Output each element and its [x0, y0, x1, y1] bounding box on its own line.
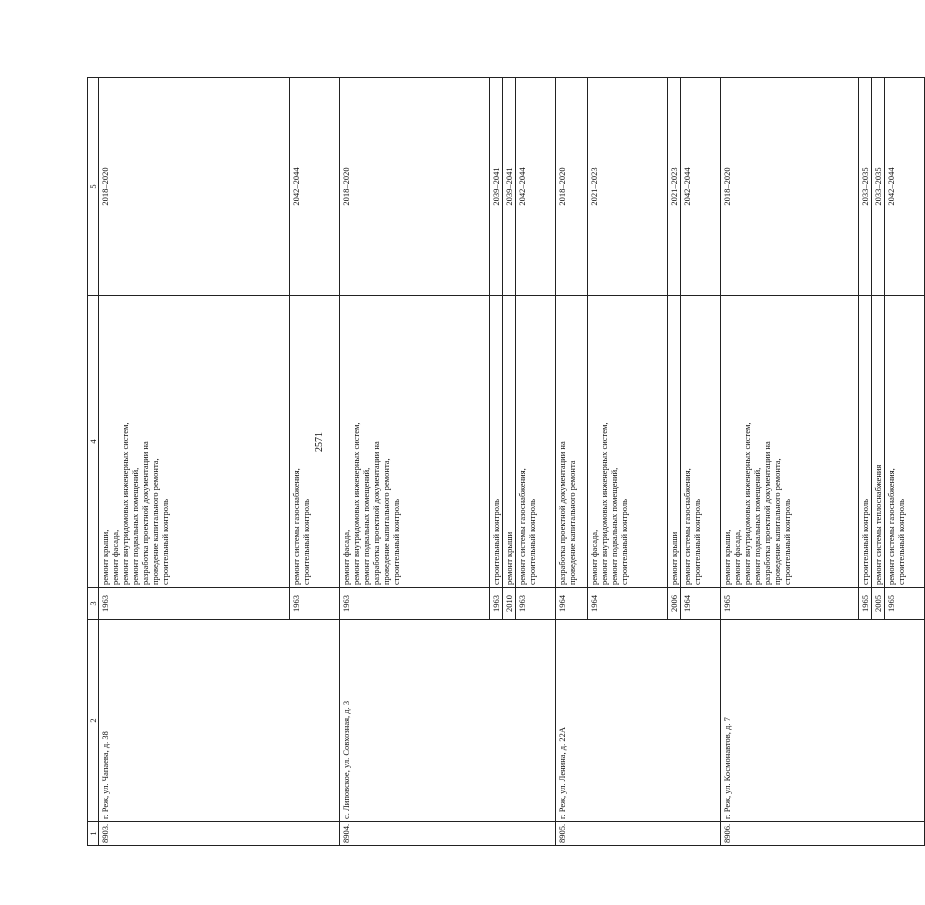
repair-period: 2018–2020	[99, 78, 290, 296]
repair-work-line: ремонт фасада,	[341, 529, 351, 585]
repair-works	[859, 296, 872, 588]
commission-year: 1964	[556, 588, 588, 620]
commission-year: 1965	[859, 588, 872, 620]
repair-work-line: ремонт подвальных помещений,	[609, 467, 619, 585]
header-row	[88, 78, 99, 846]
repair-work-line: ремонт системы газоснабжения,	[682, 468, 692, 585]
rotated-table-wrapper	[87, 78, 906, 846]
record-number: 8906.	[721, 822, 925, 846]
repair-works	[556, 296, 588, 588]
commission-year: 1963	[290, 588, 340, 620]
repair-work-line: ремонт крыши,	[100, 529, 110, 585]
repair-work-line: ремонт внутридомовых инженерных систем,	[351, 422, 361, 585]
repair-work-line: ремонт подвальных помещений,	[361, 467, 371, 585]
repair-work-line: ремонт системы газоснабжения,	[291, 468, 301, 585]
commission-year: 2010	[503, 588, 516, 620]
repair-work-line: ремонт системы теплоснабжения	[873, 464, 883, 585]
repair-works	[885, 296, 925, 588]
repair-work-line: разработка проектной документации на	[140, 441, 150, 585]
repair-works	[588, 296, 668, 588]
repair-work-line: строительный контроль	[860, 498, 870, 585]
repair-period: 2033–2035	[859, 78, 872, 296]
page-number: 2571	[314, 432, 325, 452]
repair-period: 2042–2044	[290, 78, 340, 296]
repair-works	[681, 296, 721, 588]
commission-year: 1964	[588, 588, 668, 620]
repair-work-line: ремонт внутридомовых инженерных систем,	[742, 422, 752, 585]
repair-works	[340, 296, 490, 588]
repair-work-line: ремонт системы газоснабжения,	[886, 468, 896, 585]
table-row	[556, 78, 588, 846]
table-row	[99, 78, 290, 846]
commission-year: 1965	[885, 588, 925, 620]
repair-work-line: строительный контроль	[491, 498, 501, 585]
commission-year: 1963	[516, 588, 556, 620]
repair-work-line: ремонт крыши	[669, 531, 679, 585]
repair-works	[490, 296, 503, 588]
commission-year: 1963	[99, 588, 290, 620]
document-sheet	[87, 78, 906, 846]
commission-year: 2006	[668, 588, 681, 620]
table-body	[99, 78, 925, 846]
repair-work-line: ремонт внутридомовых инженерных систем,	[599, 422, 609, 585]
commission-year: 1963	[490, 588, 503, 620]
table-row	[721, 78, 859, 846]
commission-year: 1964	[681, 588, 721, 620]
table-row	[340, 78, 490, 846]
repair-work-line: строительный контроль	[619, 498, 629, 585]
repair-schedule-table	[87, 77, 925, 846]
repair-works	[503, 296, 516, 588]
repair-works	[668, 296, 681, 588]
repair-work-line: проведение капитального ремонта,	[381, 458, 391, 585]
repair-work-line: ремонт системы газоснабжения,	[517, 468, 527, 585]
repair-work-line: строительный контроль	[527, 498, 537, 585]
repair-work-line: строительный контроль	[160, 498, 170, 585]
repair-works	[99, 296, 290, 588]
repair-period: 2042–2044	[681, 78, 721, 296]
repair-work-line: разработка проектной документации на	[762, 441, 772, 585]
header-col-5: 5	[88, 78, 99, 296]
repair-period: 2039–2041	[503, 78, 516, 296]
header-col-2: 2	[88, 620, 99, 822]
repair-period: 2018–2020	[721, 78, 859, 296]
header-col-1: 1	[88, 822, 99, 846]
repair-work-line: ремонт фасада,	[732, 529, 742, 585]
header-col-4: 4	[88, 296, 99, 588]
commission-year: 2005	[872, 588, 885, 620]
repair-work-line: строительный контроль	[782, 498, 792, 585]
repair-period: 2033–2035	[872, 78, 885, 296]
repair-works	[516, 296, 556, 588]
repair-period: 2042–2044	[516, 78, 556, 296]
repair-period: 2021–2023	[668, 78, 681, 296]
repair-work-line: разработка проектной документации на	[557, 441, 567, 585]
repair-works	[872, 296, 885, 588]
repair-period: 2021–2023	[588, 78, 668, 296]
repair-work-line: ремонт фасада,	[110, 529, 120, 585]
record-address: с. Липовское, ул. Совхозная, д. 3	[340, 620, 556, 822]
repair-work-line: ремонт крыши,	[722, 529, 732, 585]
repair-work-line: проведение капитального ремонта,	[772, 458, 782, 585]
repair-work-line: ремонт внутридомовых инженерных систем,	[120, 422, 130, 585]
commission-year: 1965	[721, 588, 859, 620]
repair-work-line: ремонт подвальных помещений,	[130, 467, 140, 585]
record-number: 8904.	[340, 822, 556, 846]
record-number: 8903.	[99, 822, 340, 846]
repair-period: 2042–2044	[885, 78, 925, 296]
repair-works	[721, 296, 859, 588]
repair-work-line: ремонт крыши	[504, 531, 514, 585]
commission-year: 1963	[340, 588, 490, 620]
repair-work-line: проведение капитального ремонта	[567, 460, 577, 585]
repair-work-line: строительный контроль	[896, 498, 906, 585]
repair-works	[290, 296, 340, 588]
repair-work-line: строительный контроль	[301, 498, 311, 585]
record-address: г. Реж, ул. Космонавтов, д. 7	[721, 620, 925, 822]
record-number: 8905.	[556, 822, 721, 846]
repair-work-line: ремонт фасада,	[589, 529, 599, 585]
repair-work-line: ремонт подвальных помещений,	[752, 467, 762, 585]
header-col-3: 3	[88, 588, 99, 620]
repair-period: 2018–2020	[556, 78, 588, 296]
repair-work-line: разработка проектной документации на	[371, 441, 381, 585]
repair-work-line: строительный контроль	[692, 498, 702, 585]
repair-period: 2039–2041	[490, 78, 503, 296]
repair-period: 2018–2020	[340, 78, 490, 296]
repair-work-line: проведение капитального ремонта,	[150, 458, 160, 585]
record-address: г. Реж, ул. Ленина, д. 22А	[556, 620, 721, 822]
repair-work-line: строительный контроль	[391, 498, 401, 585]
record-address: г. Реж, ул. Чапаева, д. 38	[99, 620, 340, 822]
